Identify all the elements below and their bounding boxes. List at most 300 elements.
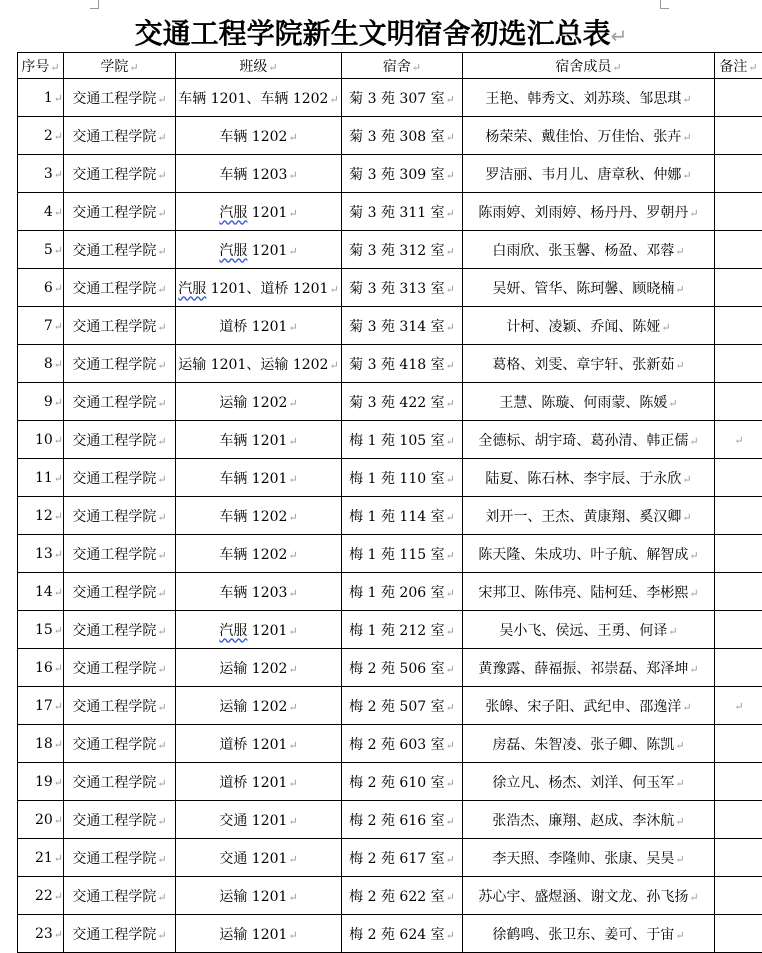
cell-no[interactable] — [18, 421, 64, 459]
cell-note-text: ↵ — [734, 700, 743, 713]
table-row — [18, 307, 762, 345]
header-no[interactable]: 序号↵ — [18, 53, 64, 79]
cell-class-text: 汽服 1201 — [219, 205, 287, 221]
table-row — [18, 383, 762, 421]
cell-college-text: 交通工程学院 — [72, 661, 156, 677]
cell-members[interactable] — [463, 79, 715, 117]
cell-class[interactable] — [176, 117, 342, 155]
cell-note[interactable] — [715, 535, 762, 573]
cell-college-text: 交通工程学院 — [72, 471, 156, 487]
cell-mark-icon: ↵ — [682, 473, 691, 486]
table-row — [18, 915, 762, 953]
cell-college[interactable] — [64, 497, 176, 535]
cell-college-text: 交通工程学院 — [72, 813, 156, 829]
cell-mark-icon: ↵ — [446, 701, 455, 714]
cell-note[interactable] — [715, 877, 762, 915]
cell-class-text: 道桥 1201 — [219, 775, 287, 791]
cell-college[interactable] — [64, 573, 176, 611]
cell-college-text: 交通工程学院 — [72, 281, 156, 297]
cell-mark-icon: ↵ — [446, 739, 455, 752]
table-row — [18, 649, 762, 687]
cell-mark-icon: ↵ — [157, 587, 166, 600]
cell-mark-icon: ↵ — [54, 624, 63, 637]
cell-mark-icon: ↵ — [54, 434, 63, 447]
table-row — [18, 421, 762, 459]
cell-college[interactable] — [64, 193, 176, 231]
cell-dorm[interactable] — [342, 687, 463, 725]
cell-no-text: 2 — [44, 128, 53, 144]
header-members[interactable]: 宿舍成员↵ — [463, 53, 715, 79]
cell-class[interactable] — [176, 269, 342, 307]
cell-no-text: 14 — [35, 584, 53, 600]
cell-mark-icon: ↵ — [446, 245, 455, 258]
cell-note[interactable] — [715, 383, 762, 421]
cell-members[interactable] — [463, 649, 715, 687]
cell-members-text: 吴小飞、侯远、王勇、何译 — [499, 623, 667, 639]
cell-no[interactable] — [18, 915, 64, 953]
cell-members[interactable] — [463, 155, 715, 193]
cell-mark-icon: ↵ — [157, 853, 166, 866]
cell-no-text: 1 — [44, 90, 53, 106]
cell-college[interactable] — [64, 269, 176, 307]
cell-no[interactable] — [18, 231, 64, 269]
cell-mark-icon: ↵ — [682, 169, 691, 182]
cell-class[interactable] — [176, 459, 342, 497]
cell-note[interactable] — [715, 725, 762, 763]
cell-dorm[interactable] — [342, 79, 463, 117]
cell-members[interactable] — [463, 383, 715, 421]
table-row — [18, 269, 762, 307]
cell-mark-icon: ↵ — [446, 283, 455, 296]
cell-note[interactable] — [715, 345, 762, 383]
cell-members[interactable] — [463, 231, 715, 269]
cell-mark-icon: ↵ — [446, 397, 455, 410]
cell-class[interactable] — [176, 763, 342, 801]
cell-mark-icon: ↵ — [288, 853, 297, 866]
cell-members[interactable] — [463, 117, 715, 155]
cell-note[interactable] — [715, 79, 762, 117]
cell-no[interactable] — [18, 269, 64, 307]
document-title[interactable]: 交通工程学院新生文明宿舍初选汇总表 — [135, 17, 611, 50]
cell-class[interactable] — [176, 535, 342, 573]
cell-mark-icon: ↵ — [288, 929, 297, 942]
cell-members[interactable] — [463, 459, 715, 497]
cell-college[interactable] — [64, 231, 176, 269]
cell-note[interactable] — [715, 497, 762, 535]
cell-mark-icon: ↵ — [288, 207, 297, 220]
cell-mark-icon: ↵ — [446, 625, 455, 638]
cell-college[interactable] — [64, 687, 176, 725]
cell-mark-icon: ↵ — [54, 814, 63, 827]
cell-college[interactable] — [64, 421, 176, 459]
cell-mark-icon: ↵ — [54, 738, 63, 751]
cell-members[interactable] — [463, 573, 715, 611]
cell-no[interactable] — [18, 459, 64, 497]
cell-no[interactable] — [18, 535, 64, 573]
cell-note[interactable] — [715, 573, 762, 611]
cell-mark-icon: ↵ — [689, 587, 698, 600]
cell-members[interactable] — [463, 877, 715, 915]
cell-college-text: 交通工程学院 — [72, 623, 156, 639]
cell-no-text: 7 — [44, 318, 53, 334]
cell-dorm[interactable] — [342, 117, 463, 155]
cell-mark-icon: ↵ — [157, 283, 166, 296]
cell-college[interactable] — [64, 839, 176, 877]
cell-note[interactable] — [715, 649, 762, 687]
cell-dorm-text: 梅 2 苑 603 室 — [349, 737, 444, 753]
cell-members[interactable] — [463, 307, 715, 345]
cell-mark-icon: ↵ — [329, 283, 338, 296]
cell-college[interactable] — [64, 345, 176, 383]
cell-mark-icon: ↵ — [54, 130, 63, 143]
cell-dorm[interactable] — [342, 535, 463, 573]
cell-members[interactable] — [463, 725, 715, 763]
cell-college[interactable] — [64, 535, 176, 573]
cell-no[interactable] — [18, 801, 64, 839]
cell-members-text: 徐立凡、杨杰、刘洋、何玉军 — [492, 775, 674, 791]
cell-class[interactable] — [176, 573, 342, 611]
cell-members[interactable] — [463, 497, 715, 535]
cell-members[interactable] — [463, 345, 715, 383]
cell-no[interactable] — [18, 193, 64, 231]
cell-mark-icon: ↵ — [288, 739, 297, 752]
cell-class[interactable] — [176, 725, 342, 763]
cell-members-text: 房磊、朱智凌、张子卿、陈凯 — [492, 737, 674, 753]
cell-college-text: 交通工程学院 — [72, 205, 156, 221]
cell-college[interactable] — [64, 459, 176, 497]
cell-mark-icon: ↵ — [54, 548, 63, 561]
cell-college[interactable] — [64, 649, 176, 687]
cell-mark-icon: ↵ — [446, 587, 455, 600]
cell-members[interactable] — [463, 763, 715, 801]
cell-class-text: 交通 1201 — [219, 851, 287, 867]
cell-mark-icon: ↵ — [54, 92, 63, 105]
cell-note[interactable] — [715, 687, 762, 725]
header-dorm[interactable]: 宿舍↵ — [342, 53, 463, 79]
header-college[interactable]: 学院↵ — [64, 53, 176, 79]
cell-class[interactable] — [176, 915, 342, 953]
cell-mark-icon: ↵ — [288, 245, 297, 258]
cell-class[interactable] — [176, 839, 342, 877]
cell-mark-icon: ↵ — [329, 93, 338, 106]
cell-class-text: 运输 1201、运输 1202 — [178, 357, 328, 373]
cell-mark-icon: ↵ — [54, 662, 63, 675]
cell-class[interactable] — [176, 155, 342, 193]
table-row — [18, 839, 762, 877]
cell-mark-icon: ↵ — [689, 207, 698, 220]
cell-note[interactable] — [715, 459, 762, 497]
cell-no[interactable] — [18, 345, 64, 383]
cell-class-text: 交通 1201 — [219, 813, 287, 829]
cell-members-text: 黄豫露、薛福振、祁崇磊、郑泽坤 — [478, 661, 688, 677]
header-class[interactable]: 班级↵ — [176, 53, 342, 79]
cell-mark-icon: ↵ — [689, 663, 698, 676]
cell-dorm-text: 梅 2 苑 616 室 — [349, 813, 444, 829]
cell-members-text: 张浩杰、廉翔、赵成、李沐航 — [492, 813, 674, 829]
cell-dorm[interactable] — [342, 383, 463, 421]
cell-dorm[interactable] — [342, 421, 463, 459]
cell-dorm[interactable] — [342, 649, 463, 687]
cell-mark-icon: ↵ — [748, 61, 757, 74]
cell-no[interactable] — [18, 649, 64, 687]
cell-dorm-text: 菊 3 苑 314 室 — [349, 319, 444, 335]
table-row — [18, 79, 762, 117]
cell-class-text: 运输 1202 — [219, 699, 287, 715]
header-note[interactable]: 备注↵ — [715, 53, 762, 79]
cell-mark-icon: ↵ — [54, 472, 63, 485]
cell-mark-icon: ↵ — [157, 777, 166, 790]
cell-mark-icon: ↵ — [157, 739, 166, 752]
cell-dorm[interactable] — [342, 763, 463, 801]
cell-mark-icon: ↵ — [288, 777, 297, 790]
cell-class[interactable] — [176, 231, 342, 269]
cell-class-text: 运输 1202 — [219, 661, 287, 677]
cell-mark-icon: ↵ — [288, 701, 297, 714]
cell-no-text: 5 — [44, 242, 53, 258]
cell-college-text: 交通工程学院 — [72, 889, 156, 905]
cell-no-text: 21 — [35, 850, 53, 866]
cell-mark-icon: ↵ — [682, 131, 691, 144]
cell-mark-icon: ↵ — [288, 587, 297, 600]
cell-members-text: 徐鹤鸣、张卫东、姜可、于宙 — [492, 927, 674, 943]
cell-no[interactable] — [18, 877, 64, 915]
cell-no[interactable] — [18, 763, 64, 801]
cell-note[interactable] — [715, 915, 762, 953]
cell-note[interactable] — [715, 231, 762, 269]
cell-note[interactable] — [715, 801, 762, 839]
cell-mark-icon: ↵ — [157, 625, 166, 638]
cell-college-text: 交通工程学院 — [72, 319, 156, 335]
cell-members-text: 张皞、宋子阳、武纪申、邵逸洋 — [485, 699, 681, 715]
cell-members[interactable] — [463, 801, 715, 839]
cell-class-text: 汽服 1201 — [219, 623, 287, 639]
cell-dorm[interactable] — [342, 459, 463, 497]
cell-mark-icon: ↵ — [446, 815, 455, 828]
cell-college[interactable] — [64, 155, 176, 193]
cell-dorm[interactable] — [342, 155, 463, 193]
cell-class[interactable] — [176, 383, 342, 421]
cell-members[interactable] — [463, 611, 715, 649]
cell-dorm[interactable] — [342, 345, 463, 383]
cell-dorm[interactable] — [342, 915, 463, 953]
cell-class[interactable] — [176, 877, 342, 915]
cell-dorm-text: 梅 2 苑 617 室 — [349, 851, 444, 867]
cell-note[interactable] — [715, 155, 762, 193]
cell-no-text: 22 — [35, 888, 53, 904]
cell-college-text: 交通工程学院 — [72, 433, 156, 449]
cell-mark-icon: ↵ — [288, 473, 297, 486]
cell-mark-icon: ↵ — [682, 93, 691, 106]
cell-dorm[interactable] — [342, 877, 463, 915]
cell-dorm-text: 菊 3 苑 308 室 — [349, 129, 444, 145]
cell-dorm[interactable] — [342, 269, 463, 307]
cell-college[interactable] — [64, 915, 176, 953]
cell-college[interactable] — [64, 611, 176, 649]
cell-mark-icon: ↵ — [675, 739, 684, 752]
cell-no[interactable] — [18, 573, 64, 611]
table-row — [18, 687, 762, 725]
cell-class-text: 汽服 1201、道桥 1201 — [178, 281, 328, 297]
cell-mark-icon: ↵ — [157, 473, 166, 486]
cell-mark-icon: ↵ — [288, 169, 297, 182]
cell-note[interactable] — [715, 421, 762, 459]
cell-class[interactable] — [176, 421, 342, 459]
cell-dorm[interactable] — [342, 611, 463, 649]
cell-no[interactable] — [18, 307, 64, 345]
cell-no-text: 9 — [44, 394, 53, 410]
cell-members-text: 全德标、胡宇琦、葛孙清、韩正儒 — [478, 433, 688, 449]
document-title-line[interactable] — [0, 14, 762, 56]
cell-mark-icon: ↵ — [54, 928, 63, 941]
cell-mark-icon: ↵ — [288, 891, 297, 904]
cell-note[interactable] — [715, 611, 762, 649]
cell-mark-icon: ↵ — [157, 815, 166, 828]
cell-college[interactable] — [64, 763, 176, 801]
cell-class[interactable] — [176, 345, 342, 383]
cell-class[interactable] — [176, 193, 342, 231]
cell-no[interactable] — [18, 79, 64, 117]
cell-class[interactable] — [176, 497, 342, 535]
cell-members[interactable] — [463, 193, 715, 231]
cell-members[interactable] — [463, 421, 715, 459]
table-row — [18, 497, 762, 535]
cell-mark-icon: ↵ — [661, 321, 670, 334]
cell-dorm[interactable] — [342, 497, 463, 535]
cell-college[interactable] — [64, 725, 176, 763]
cell-members[interactable] — [463, 915, 715, 953]
cell-mark-icon: ↵ — [157, 435, 166, 448]
cell-dorm-text: 梅 2 苑 506 室 — [349, 661, 444, 677]
cell-note[interactable] — [715, 117, 762, 155]
table-row — [18, 231, 762, 269]
cell-class-text: 运输 1201 — [219, 927, 287, 943]
cell-college-text: 交通工程学院 — [72, 585, 156, 601]
cell-no-text: 13 — [35, 546, 53, 562]
cell-class[interactable] — [176, 611, 342, 649]
cell-members-text: 李天照、李隆帅、张康、吴昊 — [492, 851, 674, 867]
dormitory-table[interactable] — [17, 52, 762, 953]
cell-mark-icon: ↵ — [668, 625, 677, 638]
cell-class-text: 车辆 1201 — [219, 471, 287, 487]
cell-no[interactable] — [18, 839, 64, 877]
cell-members-text: 刘开一、王杰、黄康翔、奚汉卿 — [485, 509, 681, 525]
cell-mark-icon: ↵ — [446, 891, 455, 904]
cell-mark-icon: ↵ — [612, 61, 621, 74]
cell-no-text: 11 — [35, 470, 53, 486]
cell-class[interactable] — [176, 801, 342, 839]
cell-class[interactable] — [176, 687, 342, 725]
cell-dorm[interactable] — [342, 725, 463, 763]
cell-no-text: 6 — [44, 280, 53, 296]
cell-mark-icon: ↵ — [50, 61, 59, 74]
cell-college[interactable] — [64, 877, 176, 915]
cell-dorm[interactable] — [342, 231, 463, 269]
cell-mark-icon: ↵ — [446, 853, 455, 866]
table-row — [18, 801, 762, 839]
cell-no[interactable] — [18, 383, 64, 421]
cell-mark-icon: ↵ — [54, 510, 63, 523]
table-row — [18, 877, 762, 915]
cell-note[interactable] — [715, 269, 762, 307]
cell-college[interactable] — [64, 383, 176, 421]
table-row — [18, 117, 762, 155]
cell-note[interactable] — [715, 763, 762, 801]
cell-members[interactable] — [463, 839, 715, 877]
cell-no[interactable] — [18, 725, 64, 763]
cell-class[interactable] — [176, 79, 342, 117]
cell-dorm-text: 梅 2 苑 622 室 — [349, 889, 444, 905]
cell-college[interactable] — [64, 117, 176, 155]
cell-class[interactable] — [176, 307, 342, 345]
cell-members-text: 吴妍、管华、陈珂馨、顾晓楠 — [492, 281, 674, 297]
cell-class[interactable] — [176, 649, 342, 687]
cell-dorm-text: 菊 3 苑 422 室 — [349, 395, 444, 411]
cell-college-text: 交通工程学院 — [72, 129, 156, 145]
cell-note[interactable] — [715, 839, 762, 877]
cell-members[interactable] — [463, 535, 715, 573]
cell-mark-icon: ↵ — [288, 397, 297, 410]
cell-mark-icon: ↵ — [157, 359, 166, 372]
cell-members-text: 白雨欣、张玉馨、杨盈、邓蓉 — [492, 243, 674, 259]
cell-dorm[interactable] — [342, 193, 463, 231]
cell-no[interactable] — [18, 611, 64, 649]
cell-note[interactable] — [715, 193, 762, 231]
cell-mark-icon: ↵ — [446, 549, 455, 562]
cell-mark-icon: ↵ — [157, 549, 166, 562]
cell-dorm-text: 梅 2 苑 507 室 — [349, 699, 444, 715]
cell-class-text: 汽服 1201 — [219, 243, 287, 259]
cell-members[interactable] — [463, 687, 715, 725]
cell-dorm[interactable] — [342, 839, 463, 877]
cell-dorm[interactable] — [342, 573, 463, 611]
cell-college-text: 交通工程学院 — [72, 775, 156, 791]
cell-class-text: 车辆 1202 — [219, 547, 287, 563]
cell-mark-icon: ↵ — [288, 549, 297, 562]
cell-class-text: 车辆 1201、车辆 1202 — [178, 91, 328, 107]
cell-dorm[interactable] — [342, 307, 463, 345]
cell-college[interactable] — [64, 79, 176, 117]
table-row — [18, 611, 762, 649]
cell-dorm-text: 菊 3 苑 312 室 — [349, 243, 444, 259]
cell-mark-icon: ↵ — [157, 929, 166, 942]
cell-mark-icon: ↵ — [675, 359, 684, 372]
cell-members-text: 罗洁丽、韦月儿、唐章秋、仲娜 — [485, 167, 681, 183]
cell-dorm-text: 菊 3 苑 309 室 — [349, 167, 444, 183]
cell-no[interactable] — [18, 687, 64, 725]
cell-members-text: 陈雨婷、刘雨婷、杨丹丹、罗朝丹 — [478, 205, 688, 221]
cell-dorm-text: 梅 1 苑 115 室 — [349, 547, 444, 563]
cell-dorm[interactable] — [342, 801, 463, 839]
cell-mark-icon: ↵ — [682, 701, 691, 714]
margin-corner-mark-left — [90, 0, 99, 9]
cell-no[interactable] — [18, 497, 64, 535]
cell-members-text: 王艳、韩秀文、刘苏琰、邹思琪 — [485, 91, 681, 107]
cell-no[interactable] — [18, 117, 64, 155]
cell-note[interactable] — [715, 307, 762, 345]
cell-mark-icon: ↵ — [157, 397, 166, 410]
cell-mark-icon: ↵ — [675, 929, 684, 942]
cell-college[interactable] — [64, 307, 176, 345]
cell-college[interactable] — [64, 801, 176, 839]
cell-members[interactable] — [463, 269, 715, 307]
table-row — [18, 763, 762, 801]
cell-mark-icon: ↵ — [157, 93, 166, 106]
cell-mark-icon: ↵ — [288, 435, 297, 448]
cell-members-text: 陆夏、陈石林、李宇辰、于永欣 — [485, 471, 681, 487]
cell-college-text: 交通工程学院 — [72, 737, 156, 753]
cell-no[interactable] — [18, 155, 64, 193]
cell-mark-icon: ↵ — [446, 359, 455, 372]
